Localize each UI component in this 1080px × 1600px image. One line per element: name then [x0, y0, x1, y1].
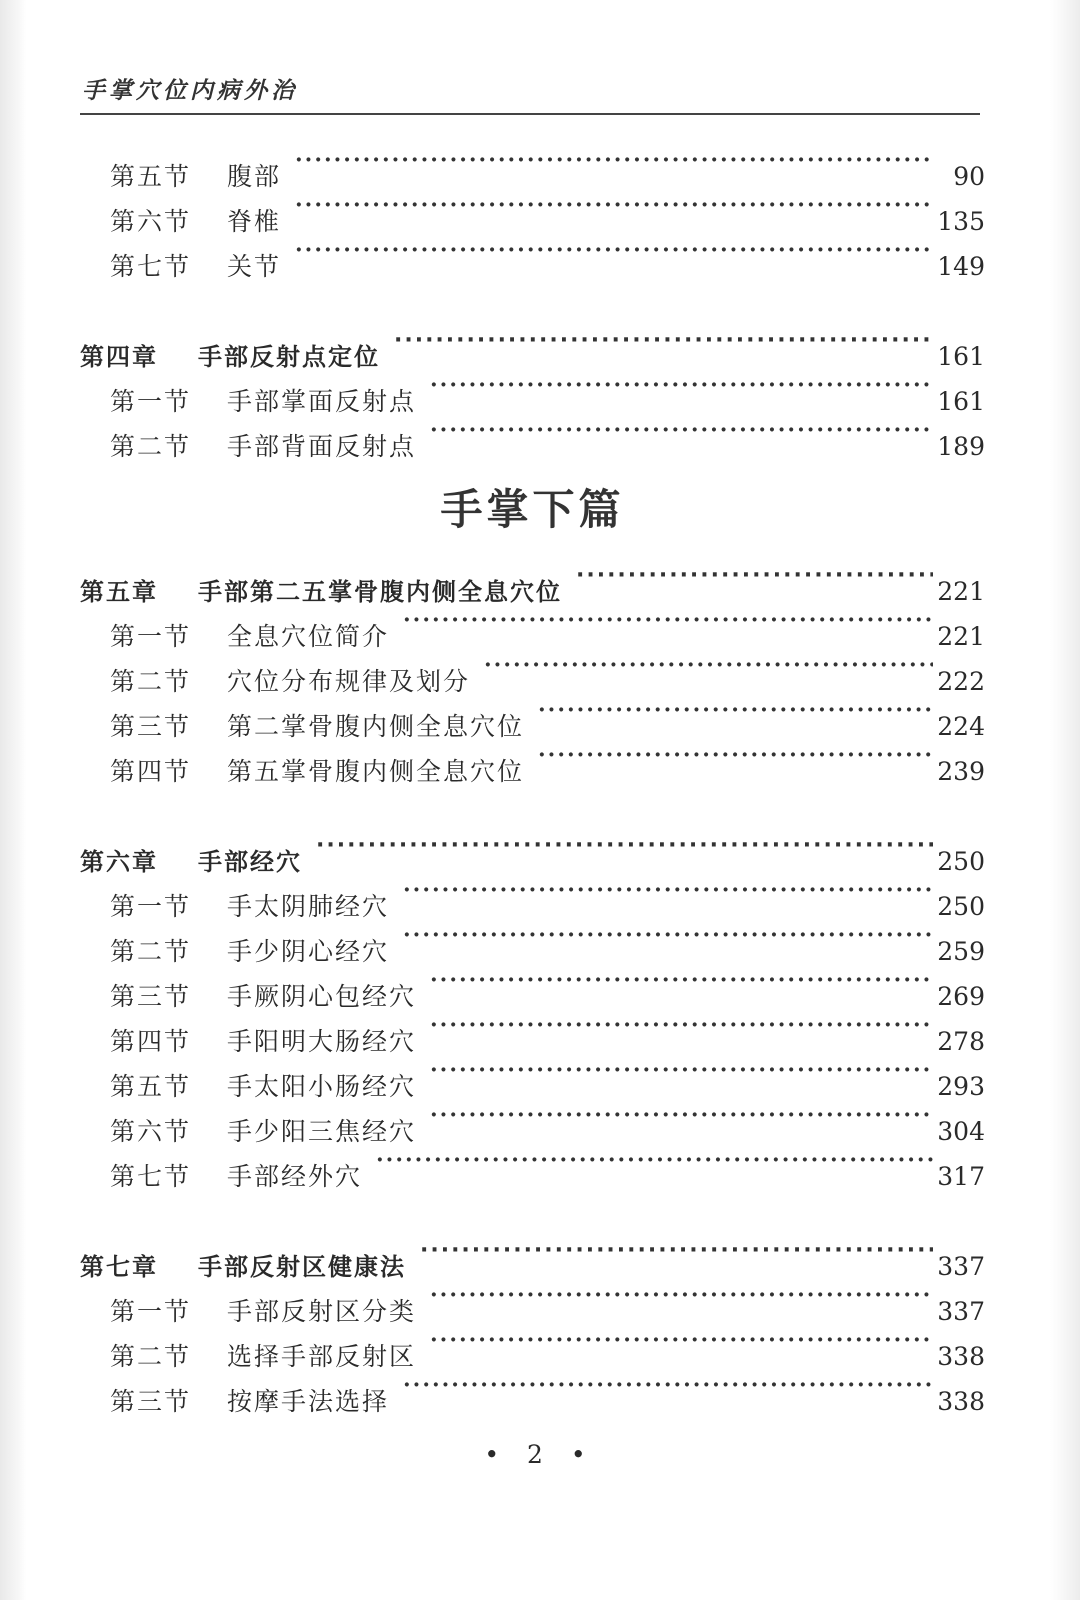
- page-number: 149: [937, 252, 985, 281]
- chapter-number: 第五章: [80, 578, 158, 606]
- dot-leader: [430, 1095, 933, 1140]
- page-edge-right: [1050, 0, 1080, 1600]
- dot-leader: [538, 690, 933, 735]
- section-number: 第二节: [110, 667, 192, 696]
- page-number: 338: [937, 1387, 985, 1416]
- header-rule: [80, 113, 980, 115]
- dot-leader: [295, 230, 933, 275]
- dot-leader: [376, 1140, 933, 1185]
- page-number: 337: [937, 1297, 985, 1326]
- dot-leader: [430, 1320, 933, 1365]
- section-number: 第七节: [110, 1162, 192, 1191]
- dot-leader: [295, 140, 933, 185]
- page-number: 222: [937, 667, 985, 696]
- page-number: 189: [937, 432, 985, 461]
- chapter-title: 手部反射区健康法: [198, 1253, 406, 1281]
- section-title: 手厥阴心包经穴: [227, 982, 417, 1011]
- chapter-title: 手部经穴: [198, 848, 302, 876]
- toc-entry-chapter[interactable]: [80, 1230, 985, 1281]
- chapter-number: 第六章: [80, 848, 158, 876]
- section-title: 手阳明大肠经穴: [227, 1027, 417, 1056]
- dot-leader: [430, 1005, 933, 1050]
- page-number: 221: [937, 577, 985, 606]
- section-title: 关节: [227, 252, 282, 281]
- part-title: 手掌下篇: [440, 485, 625, 534]
- dot-leader: [420, 1230, 933, 1275]
- section-title: 手少阴心经穴: [227, 937, 390, 966]
- toc-entry-section[interactable]: [80, 140, 985, 191]
- section-number: 第二节: [110, 937, 192, 966]
- running-header: [82, 72, 982, 105]
- section-title: 按摩手法选择: [227, 1387, 390, 1416]
- page-number: 304: [937, 1117, 985, 1146]
- dot-leader: [430, 365, 933, 410]
- section-title: 腹部: [227, 162, 282, 191]
- page-number: 278: [937, 1027, 985, 1056]
- chapter-title: 手部反射点定位: [198, 343, 380, 371]
- section-number: 第六节: [110, 1117, 192, 1146]
- section-title: 第五掌骨腹内侧全息穴位: [227, 757, 525, 786]
- page-number: 337: [937, 1252, 985, 1281]
- toc-entry-chapter[interactable]: [80, 320, 985, 371]
- chapter-title: 手部第二五掌骨腹内侧全息穴位: [198, 578, 562, 606]
- dot-leader: [430, 960, 933, 1005]
- section-title: 手部经外穴: [227, 1162, 363, 1191]
- dot-leader: [403, 600, 933, 645]
- section-number: 第一节: [110, 387, 192, 416]
- page-number: 90: [953, 162, 985, 191]
- dot-leader: [576, 555, 933, 600]
- section-number: 第一节: [110, 892, 192, 921]
- section-title: 手部背面反射点: [227, 432, 417, 461]
- dot-leader: [295, 185, 933, 230]
- section-number: 第三节: [110, 712, 192, 741]
- section-title: 手部掌面反射点: [227, 387, 417, 416]
- section-number: 第二节: [110, 432, 192, 461]
- section-title: 选择手部反射区: [227, 1342, 417, 1371]
- section-title: 手太阴肺经穴: [227, 892, 390, 921]
- section-number: 第一节: [110, 1297, 192, 1326]
- dot-leader: [430, 410, 933, 455]
- page-number: 269: [937, 982, 985, 1011]
- page-edge-left: [0, 0, 26, 1600]
- dot-leader: [403, 870, 933, 915]
- page-number: 135: [937, 207, 985, 236]
- section-number: 第二节: [110, 1342, 192, 1371]
- section-title: 手部反射区分类: [227, 1297, 417, 1326]
- toc-entry-chapter[interactable]: [80, 825, 985, 876]
- section-number: 第七节: [110, 252, 192, 281]
- section-number: 第一节: [110, 622, 192, 651]
- book-title: 手掌穴位内病外治: [82, 78, 298, 104]
- dot-leader: [403, 915, 933, 960]
- dot-leader: [316, 825, 933, 870]
- page-number: 221: [937, 622, 985, 651]
- page-number: 161: [937, 387, 985, 416]
- chapter-number: 第四章: [80, 343, 158, 371]
- page-number: 250: [937, 847, 985, 876]
- page-number: 161: [937, 342, 985, 371]
- page-number: 338: [937, 1342, 985, 1371]
- section-title: 脊椎: [227, 207, 282, 236]
- section-title: 手太阳小肠经穴: [227, 1072, 417, 1101]
- dot-leader: [484, 645, 933, 690]
- section-title: 穴位分布规律及划分: [227, 667, 471, 696]
- page-number: 317: [937, 1162, 985, 1191]
- page-number: 259: [937, 937, 985, 966]
- section-title: 第二掌骨腹内侧全息穴位: [227, 712, 525, 741]
- page-footer-number: • 2 •: [484, 1440, 596, 1469]
- chapter-number: 第七章: [80, 1253, 158, 1281]
- page-number: 224: [937, 712, 985, 741]
- page-number: 239: [937, 757, 985, 786]
- section-number: 第五节: [110, 162, 192, 191]
- dot-leader: [538, 735, 933, 780]
- toc-entry-chapter[interactable]: [80, 555, 985, 606]
- table-of-contents: [80, 140, 985, 1416]
- section-number: 第三节: [110, 982, 192, 1011]
- section-title: 手少阳三焦经穴: [227, 1117, 417, 1146]
- dot-leader: [403, 1365, 933, 1410]
- section-number: 第三节: [110, 1387, 192, 1416]
- dot-leader: [394, 320, 933, 365]
- dot-leader: [430, 1275, 933, 1320]
- dot-leader: [430, 1050, 933, 1095]
- page-number: 250: [937, 892, 985, 921]
- page-number: 293: [937, 1072, 985, 1101]
- section-number: 第四节: [110, 1027, 192, 1056]
- section-number: 第六节: [110, 207, 192, 236]
- section-title: 全息穴位简介: [227, 622, 390, 651]
- section-number: 第四节: [110, 757, 192, 786]
- section-number: 第五节: [110, 1072, 192, 1101]
